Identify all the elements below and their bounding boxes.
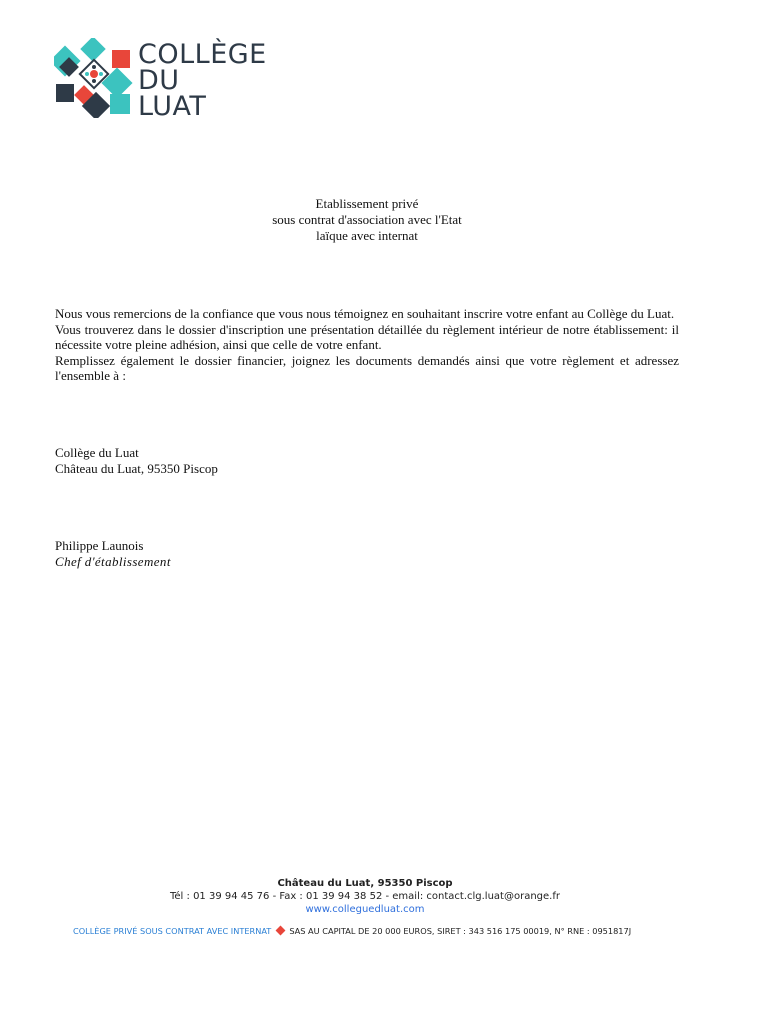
header-line-2: sous contrat d'association avec l'Etat [272,212,462,227]
footer-tagline: COLLÈGE PRIVÉ SOUS CONTRAT AVEC INTERNAT [73,926,272,936]
signatory-role: Chef d'établissement [55,554,171,569]
header-line-1: Etablissement privé [315,196,419,211]
logo-wordmark [138,39,267,122]
header-line-3: laïque avec internat [316,228,418,243]
letter-body [55,306,679,384]
body-paragraph-2: Vous trouverez dans le dossier d'inscription une présentation détaillée du règlement intérieur de notre établissement: il nécessite votre pleine adhésion, ainsi que celle de votre enfant. [55,321,679,353]
footer-website-link[interactable]: www.colleguedluat.com [305,904,425,915]
diamond-icon [276,926,286,936]
footer-legal-info: SAS AU CAPITAL DE 20 000 EUROS, SIRET : 343 516 175 00019, N° RNE : 0951817J [289,926,632,936]
institution-header [0,196,734,244]
body-paragraph-3: Remplissez également le dossier financier, joignez les documents demandés ainsi que votre règlement et adressez l'ensemble à : [55,352,679,384]
page-footer [0,877,730,916]
recipient-address [55,445,218,477]
address-line-1: Collège du Luat [55,445,139,460]
logo-mark-icon [54,38,134,118]
footer-address: Château du Luat, 95350 Piscop [277,878,453,889]
address-line-2: Château du Luat, 95350 Piscop [55,461,218,476]
logo-line-1: COLLÈGE [138,39,267,70]
logo-line-3: LUAT [138,91,207,122]
footer-contact: Tél : 01 39 94 45 76 - Fax : 01 39 94 38 52 - email: contact.clg.luat@orange.fr [170,891,560,902]
legal-line [73,925,693,937]
signature-block [55,538,171,570]
body-paragraph-1: Nous vous remercions de la confiance que vous nous témoignez en souhaitant inscrire votre enfant au Collège du Luat. [55,306,675,321]
logo-line-2: DU [138,65,180,96]
signatory-name: Philippe Launois [55,538,144,553]
college-logo [54,38,284,128]
